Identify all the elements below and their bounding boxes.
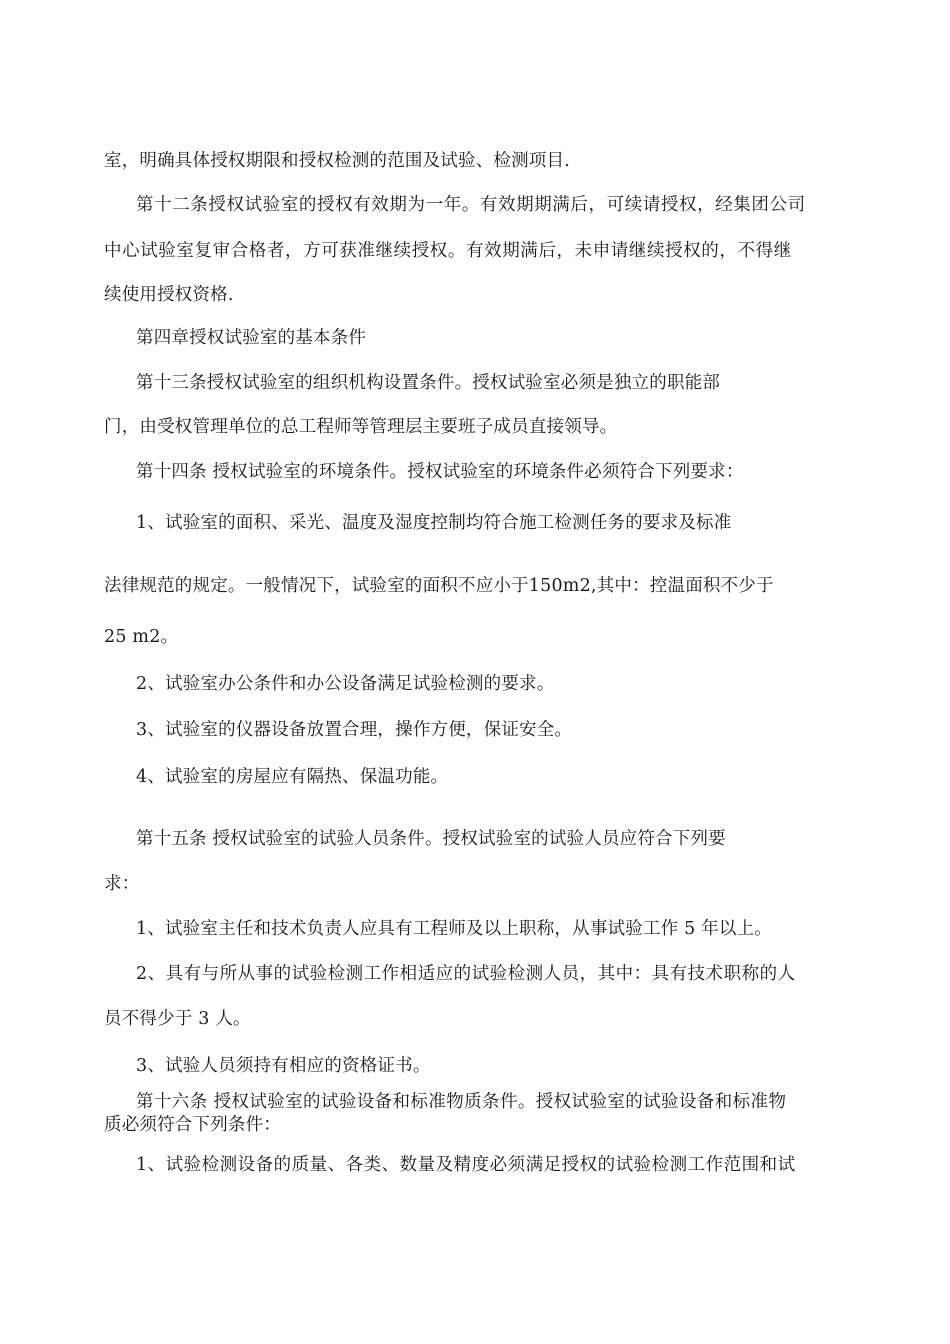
text-line: 员不得少于 3 人。 [104, 1009, 251, 1029]
text-line: 25 m2。 [104, 627, 179, 647]
list-item: 1、试验室主任和技术负责人应具有工程师及以上职称，从事试验工作 5 年以上。 [136, 919, 772, 939]
list-item: 1、试验检测设备的质量、各类、数量及精度必须满足授权的试验检测工作范围和试 [136, 1155, 796, 1175]
chapter-4-heading: 第四章授权试验室的基本条件 [136, 328, 367, 348]
text-line: 质必须符合下列条件： [104, 1115, 281, 1135]
text-line: 续使用授权资格. [104, 285, 234, 305]
text-line: 法律规范的规定。一般情况下，试验室的面积不应小于150m2,其中：控温面积不少于 [104, 576, 774, 596]
article-15-line: 第十五条 授权试验室的试验人员条件。授权试验室的试验人员应符合下列要 [136, 829, 726, 849]
article-13-line: 第十三条授权试验室的组织机构设置条件。授权试验室必须是独立的职能部 [136, 373, 721, 393]
text-line: 室，明确具体授权期限和授权检测的范围及试验、检测项目. [104, 151, 570, 171]
list-item: 2、具有与所从事的试验检测工作相适应的试验检测人员，其中：具有技术职称的人 [136, 964, 796, 984]
text-line: 求： [104, 874, 140, 894]
article-14-line: 第十四条 授权试验室的环境条件。授权试验室的环境条件必须符合下列要求： [136, 462, 744, 482]
text-line: 中心试验室复审合格者，方可获准继续授权。有效期满后，未申请继续授权的，不得继 [104, 241, 792, 261]
list-item: 1、试验室的面积、采光、温度及湿度控制均符合施工检测任务的要求及标准 [136, 513, 732, 533]
article-12-line: 第十二条授权试验室的授权有效期为一年。有效期期满后，可续请授权，经集团公司 [136, 195, 806, 215]
list-item: 3、试验人员须持有相应的资格证书。 [136, 1056, 431, 1076]
text-line: 门，由受权管理单位的总工程师等管理层主要班子成员直接领导。 [104, 417, 618, 437]
list-item: 4、试验室的房屋应有隔热、保温功能。 [136, 767, 449, 787]
list-item: 2、试验室办公条件和办公设备满足试验检测的要求。 [136, 674, 555, 694]
article-16-line: 第十六条 授权试验室的试验设备和标准物质条件。授权试验室的试验设备和标准物 [136, 1092, 787, 1112]
list-item: 3、试验室的仪器设备放置合理，操作方便，保证安全。 [136, 720, 573, 740]
